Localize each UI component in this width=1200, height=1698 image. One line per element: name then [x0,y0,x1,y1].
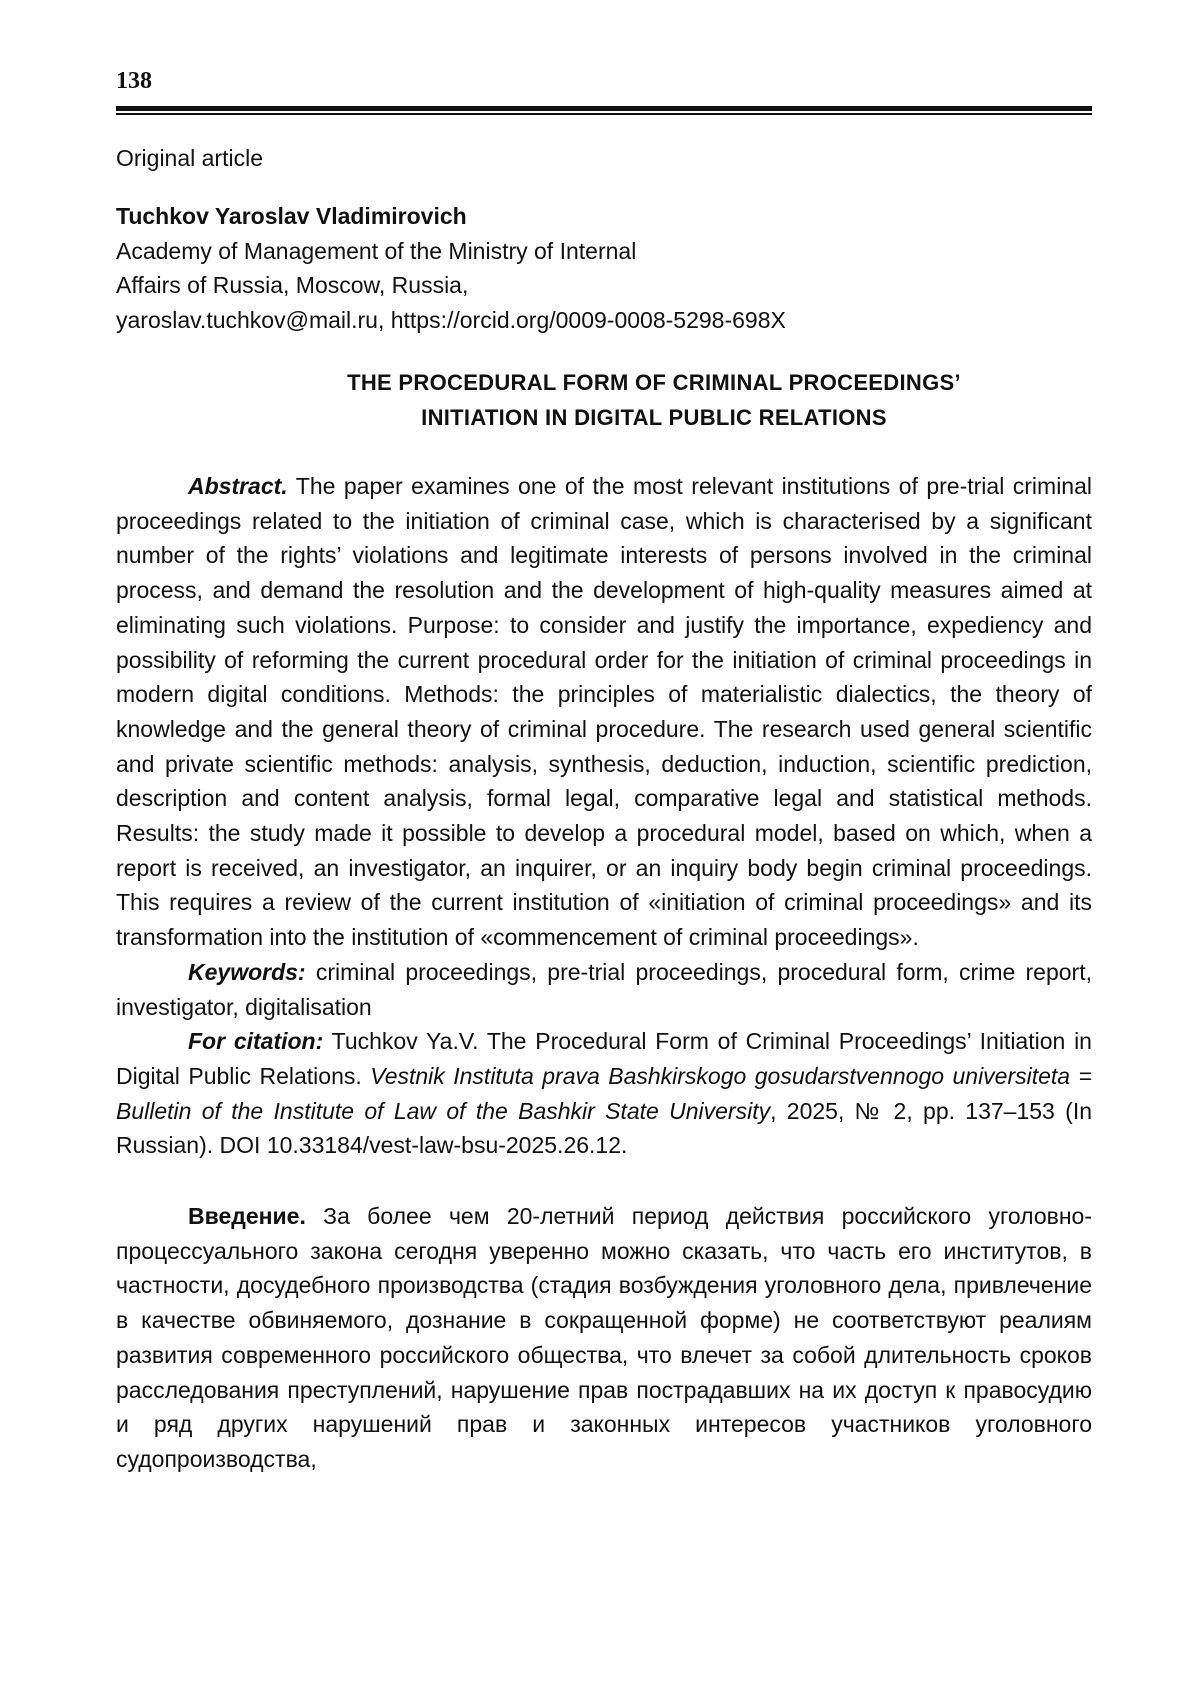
introduction-section [116,1199,1092,1477]
introduction-label: Введение. [188,1203,306,1230]
author-affiliation-line1: Academy of Management of the Ministry of Internal [116,237,637,264]
author-block [116,199,1092,337]
author-affiliation-line2: Affairs of Russia, Moscow, Russia, [116,272,469,298]
introduction-text: За более чем 20-летний период действия российского уголовно-процессуального закона сегодня уверенно можно сказать, что часть его институтов, в частности, досудебного производства (стадия возбуждения уголовного дела, привлечение в качестве обвиняемого, дознание в сокращенной форме) не соответствуют реалиям развития современного российского общества, что влечет за собой длительность сроков расследования преступлений, нарушение прав пострадавших на их доступ к правосудию и ряд других нарушений прав и законных интересов участников уголовного судопроизводства, [116,1203,1093,1472]
abstract-paragraph [116,469,1092,955]
paper-page [116,66,1092,1477]
article-title-line1: THE PROCEDURAL FORM OF CRIMINAL PROCEEDINGS’ [347,370,961,395]
article-title-line2: INITIATION IN DIGITAL PUBLIC RELATIONS [421,405,887,430]
citation-label: For citation: [188,1028,324,1055]
page-number: 138 [116,68,152,94]
author-name: Tuchkov Yaroslav Vladimirovich [116,203,467,229]
abstract-label: Abstract. [188,473,288,499]
header-rule-thin [116,113,1092,115]
keywords-label: Keywords: [188,958,306,985]
abstract-section [116,469,1092,1163]
article-title [216,365,1092,435]
introduction-paragraph [116,1199,1092,1477]
author-contact: yaroslav.tuchkov@mail.ru, https://orcid.org/0009-0008-5298-698X [116,306,786,333]
keywords-paragraph [116,955,1092,1024]
abstract-text: The paper examines one of the most relevant institutions of pre-trial criminal proceedings related to the initiation of criminal case, which is characterised by a significant number of the rights’ violations and legitimate interests of persons involved in the criminal process, and demand the resolution and the development of high-quality measures aimed at eliminating such violations. Purpose: to consider and justify the importance, expediency and possibility of reforming the current procedural order for the initiation of criminal proceedings in modern digital conditions. Methods: the principles of materialistic dialectics, the theory of knowledge and the general theory of criminal procedure. The research used general scientific and private scientific methods: analysis, synthesis, deduction, induction, scientific prediction, description and content analysis, formal legal, comparative legal and statistical methods. Results: the study made it possible to develop a procedural model, based on which, when a report is received, an investigator, an inquirer, or an inquiry body begin criminal proceedings. This requires a review of the current institution of «initiation of criminal proceedings» and its transformation into the institution of «commencement of criminal proceedings». [116,473,1093,951]
keywords-text: criminal proceedings, pre-trial proceedings, procedural form, crime report, investigator, digitalisation [116,958,1092,1020]
citation-journal: Vestnik Instituta prava Bashkirskogo gosudarstvennogo universiteta = Bulletin of the Institute of Law of the Bashkir State University [116,1062,1092,1124]
header-rule-thick [116,106,1092,111]
article-type: Original article [116,145,263,171]
citation-text: Tuchkov Ya.V. The Procedural Form of Criminal Proceedings’ Initiation in Digital Public Relations. [116,1028,1092,1089]
citation-paragraph [116,1024,1092,1163]
citation-details: , 2025, № 2, pp. 137–153 (In Russian). DOI 10.33184/vest-law-bsu-2025.26.12. [116,1097,1092,1159]
